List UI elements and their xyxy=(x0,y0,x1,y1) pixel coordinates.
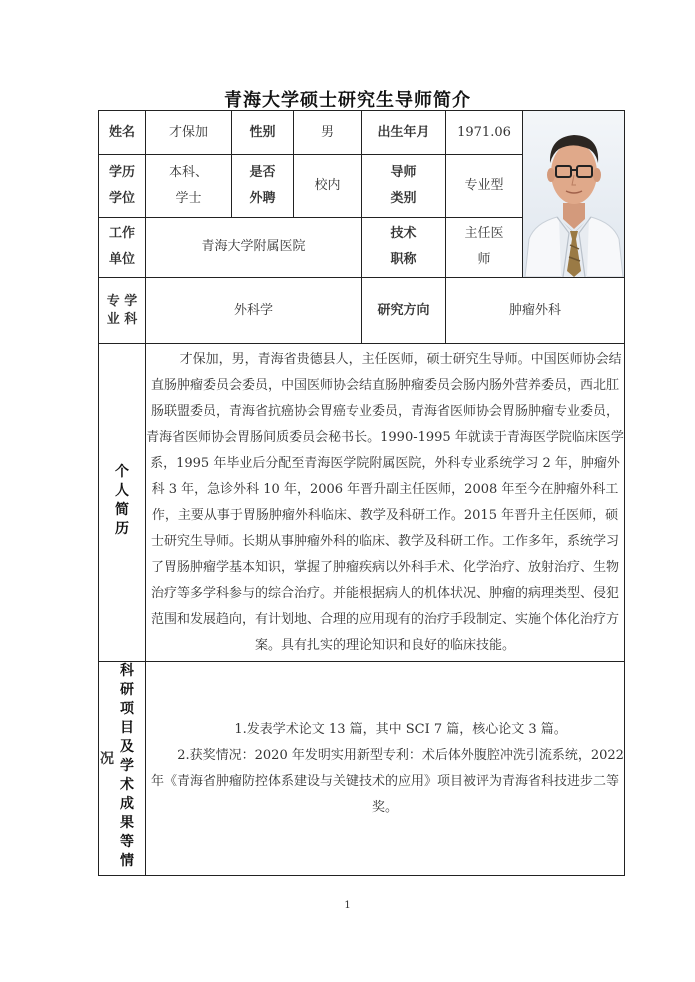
external-value: 校内 xyxy=(294,155,362,217)
external-label: 是否 外聘 xyxy=(232,155,294,217)
name-value: 才保加 xyxy=(146,111,232,155)
work-unit-value: 青海大学附属医院 xyxy=(146,217,362,277)
biography-label: 个人简历 xyxy=(99,344,146,662)
portrait-photo xyxy=(523,111,625,278)
page-title: 青海大学硕士研究生导师简介 xyxy=(224,90,471,111)
page-number: 1 xyxy=(344,900,351,911)
gender-value: 男 xyxy=(294,111,362,155)
birth-value: 1971.06 xyxy=(446,111,523,155)
major-value: 外科学 xyxy=(146,278,362,344)
profile-table xyxy=(98,110,625,876)
biography-text: 才保加，男，青海省贵德县人，主任医师，硕士研究生导师。中国医师协会结直肠肿瘤委员会委员，中国医师协会结直肠肿瘤委员会肠内肠外营养委员，西北肛肠联盟委员，青海省抗癌协会胃癌专业委员，青海省医师协会胃肠肿瘤专业委员，青海省医师协会胃肠间质委员会秘书长。1990-1995 年就读于青海医学院临床医学系，1995 年毕业后分配至青海医学院附属医院，外科专业系统学习 2 年，肿瘤外科 3 年，急诊外科 10 年，2006 年晋升副主任医师，2008 年至今在肿瘤外科工作，主要从事于胃肠肿瘤外科临床、教学及科研工作。2015 年晋升主任医师，硕士研究生导师。长期从事肿瘤外科的临床、教学及科研工作。工作多年，系统学习了胃肠肿瘤学基本知识，掌握了肿瘤疾病以外科手术、化学治疗、放射治疗、生物治疗等多学科参与的综合治疗。并能根据病人的机体状况、肿瘤的病理类型、侵犯范围和发展趋向，有计划地、合理的应用现有的治疗手段制定、实施个体化治疗方案。具有扎实的理论知识和良好的临床技能。 xyxy=(146,344,625,662)
tech-title-value: 主任医 师 xyxy=(446,217,523,277)
tutor-type-value: 专业型 xyxy=(446,155,523,217)
achievements-text xyxy=(146,662,625,876)
tutor-type-label: 导师 类别 xyxy=(362,155,446,217)
achievement-item: 2.获奖情况：2020 年发明实用新型专利：术后体外腹腔冲洗引流系统，2022 年《青海省肿瘤防控体系建设与关键技术的应用》项目被评为青海省科技进步二等奖。 xyxy=(150,747,624,815)
research-direction-label: 研究方向 xyxy=(362,278,446,344)
portrait-image xyxy=(523,111,624,277)
tech-title-label: 技术 职称 xyxy=(362,217,446,277)
research-direction-value: 肿瘤外科 xyxy=(446,278,625,344)
gender-label: 性别 xyxy=(232,111,294,155)
education-value: 本科、 学士 xyxy=(146,155,232,217)
achievements-label-tail: 况 xyxy=(100,751,114,767)
achievements-label: 科研项目及学术成果等情 况 xyxy=(99,662,146,876)
birth-label: 出生年月 xyxy=(362,111,446,155)
name-label: 姓名 xyxy=(99,111,146,155)
education-label: 学历 学位 xyxy=(99,155,146,217)
work-unit-label: 工作 单位 xyxy=(99,217,146,277)
achievement-item: 1.发表学术论文 13 篇，其中 SCI 7 篇，核心论文 3 篇。 xyxy=(234,721,567,737)
major-label: 专 学 业 科 xyxy=(99,278,146,344)
